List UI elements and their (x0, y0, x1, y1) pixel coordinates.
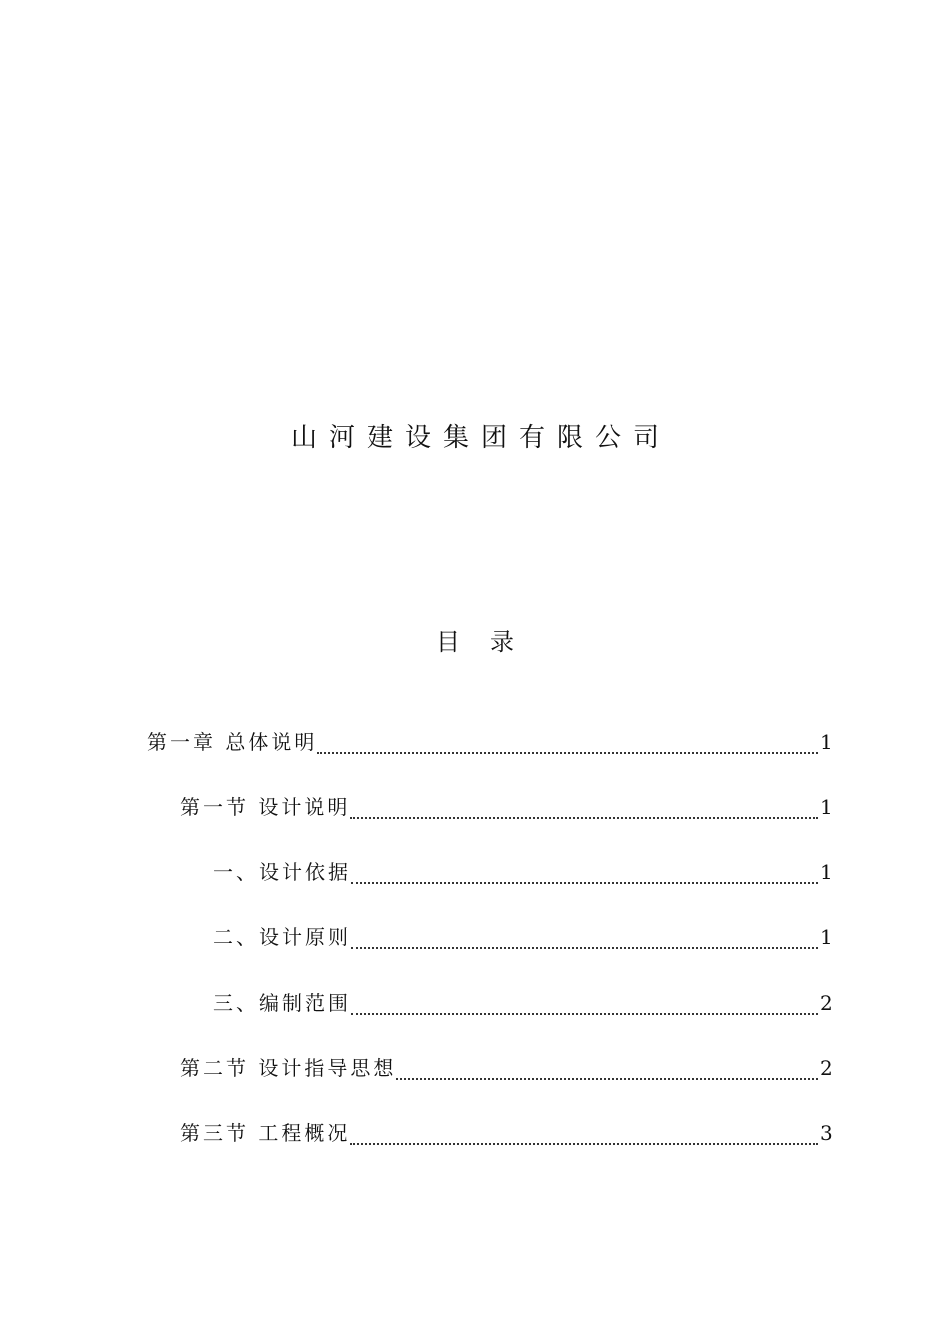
toc-dot-leader (350, 787, 818, 827)
toc-entry-chapter-1[interactable] (147, 722, 832, 762)
toc-entry-scope[interactable] (213, 983, 832, 1023)
toc-page-number: 3 (820, 1121, 833, 1145)
toc-page-number: 1 (820, 795, 833, 819)
toc-page-number: 1 (820, 925, 833, 949)
toc-dot-leader (350, 1113, 818, 1153)
toc-page-number: 1 (820, 730, 833, 754)
toc-heading: 目录 (436, 628, 544, 656)
toc-page-number: 2 (820, 991, 833, 1015)
toc-dot-leader (317, 722, 818, 762)
toc-dot-leader (396, 1048, 818, 1088)
toc-entry-title: 一、设计依据 (213, 860, 351, 884)
toc-entry-design-basis[interactable] (213, 852, 832, 892)
toc-dot-leader (351, 852, 818, 892)
toc-page-number: 2 (820, 1056, 833, 1080)
toc-entry-title: 第一章 总体说明 (147, 730, 318, 754)
toc-entry-title: 第二节 设计指导思想 (180, 1056, 397, 1080)
toc-entry-title: 第一节 设计说明 (180, 795, 351, 819)
toc-entry-title: 三、编制范围 (213, 991, 351, 1015)
toc-dot-leader (351, 983, 818, 1023)
toc-entry-section-3[interactable] (180, 1113, 832, 1153)
toc-entry-section-1[interactable] (180, 787, 832, 827)
toc-entry-section-2[interactable] (180, 1048, 832, 1088)
toc-entry-title: 第三节 工程概况 (180, 1121, 351, 1145)
company-name: 山河建设集团有限公司 (290, 423, 671, 453)
toc-entry-design-principles[interactable] (213, 917, 832, 957)
toc-dot-leader (351, 917, 818, 957)
toc-entry-title: 二、设计原则 (213, 925, 351, 949)
toc-page-number: 1 (820, 860, 833, 884)
